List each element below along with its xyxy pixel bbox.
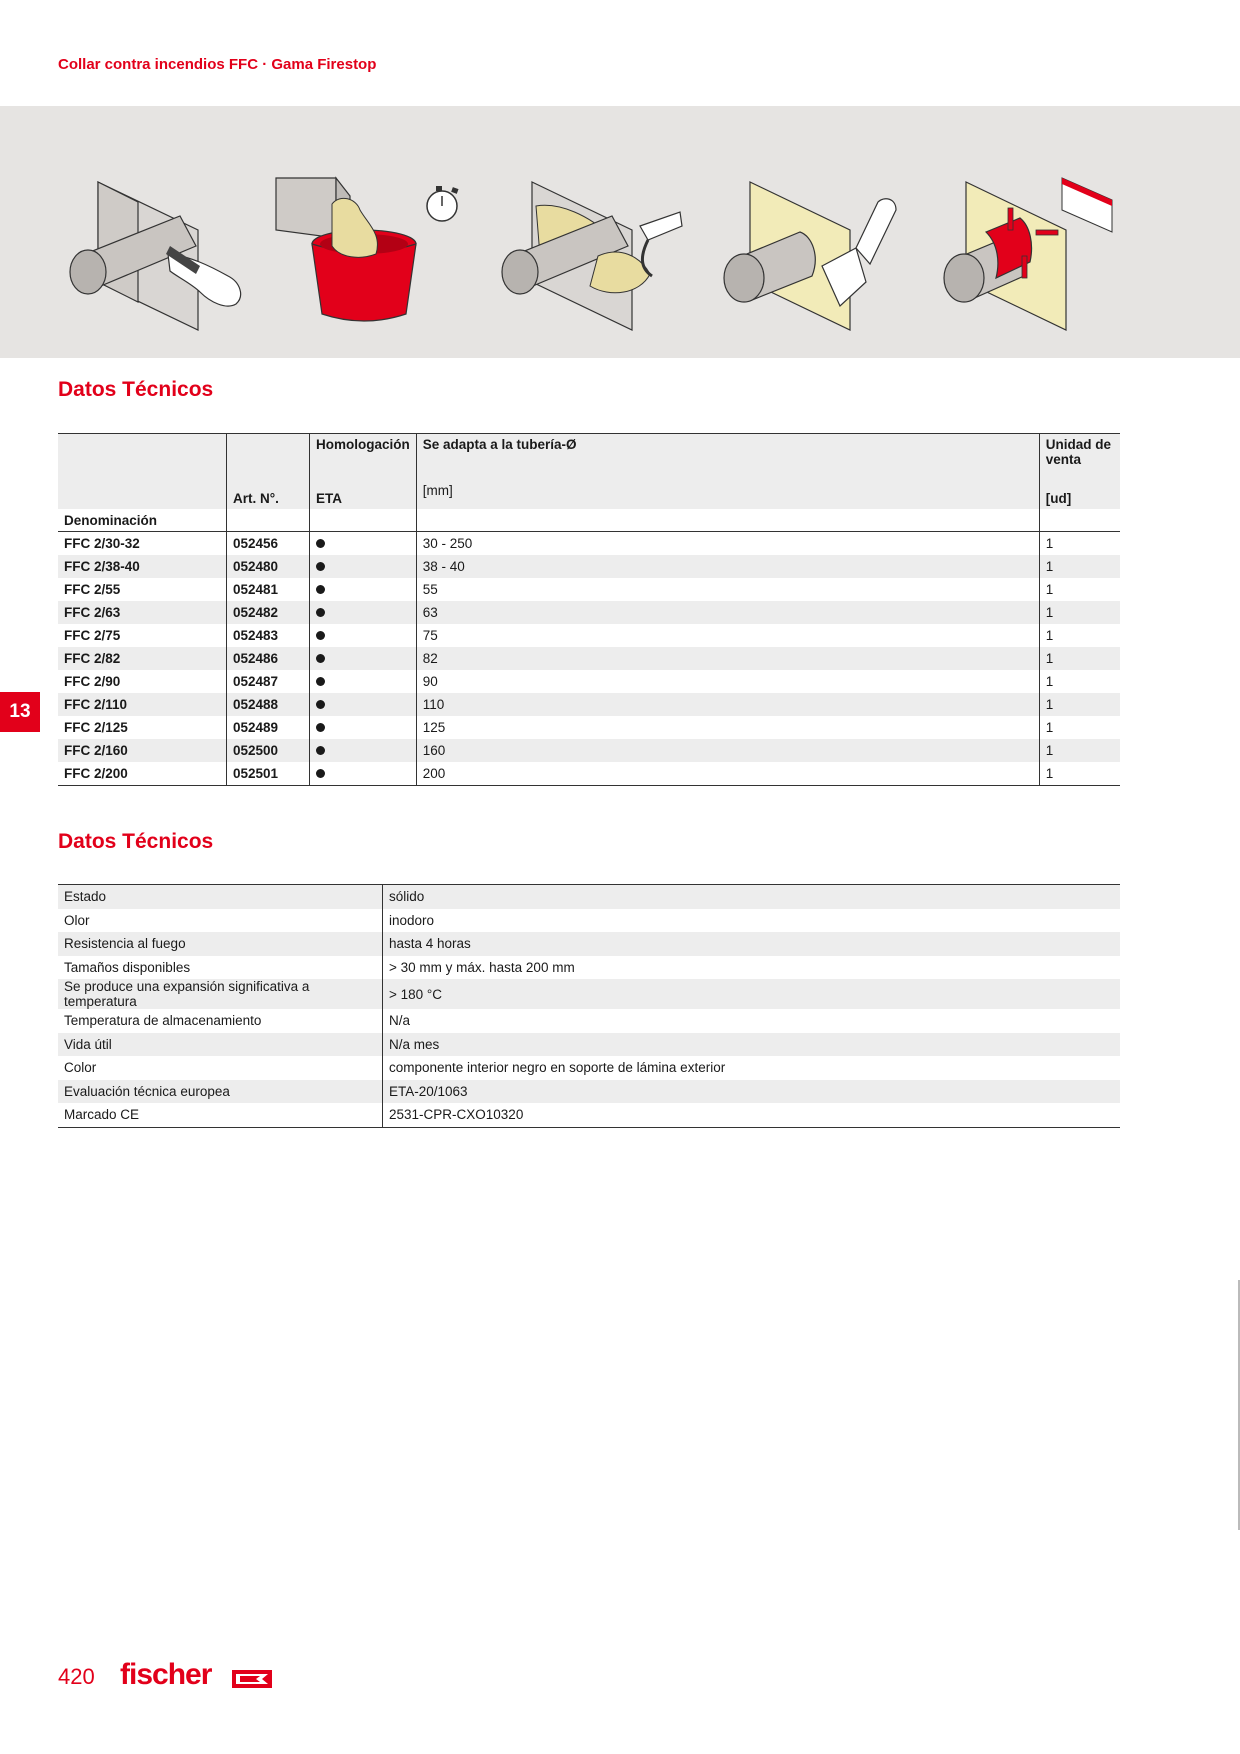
spec-row bbox=[58, 1056, 1120, 1080]
header-empty-3a bbox=[227, 509, 310, 532]
spec-row bbox=[58, 956, 1120, 980]
step-clean-pipe-illustration bbox=[70, 182, 241, 330]
pipe-diameter: 82 bbox=[416, 647, 1039, 670]
product-name: FFC 2/55 bbox=[64, 582, 121, 597]
pipe-diameter: 200 bbox=[416, 762, 1039, 786]
table-row bbox=[58, 762, 1120, 786]
header-empty-2 bbox=[58, 483, 227, 509]
spec-row bbox=[58, 1103, 1120, 1127]
spec-value: inodoro bbox=[383, 909, 1121, 933]
sales-unit: 1 bbox=[1039, 716, 1120, 739]
product-name: FFC 2/160 bbox=[58, 739, 227, 762]
spec-key: Estado bbox=[58, 885, 383, 909]
article-number: 052501 bbox=[227, 762, 310, 786]
spec-key: Evaluación técnica europea bbox=[58, 1080, 383, 1104]
spec-table bbox=[58, 884, 1120, 1128]
article-number: 052500 bbox=[227, 739, 310, 762]
article-number: 052489 bbox=[227, 716, 310, 739]
eta-mark bbox=[310, 578, 417, 601]
eta-dot-icon bbox=[316, 723, 325, 732]
header-ud: [ud] bbox=[1039, 483, 1120, 509]
spec-row bbox=[58, 1033, 1120, 1057]
spec-row bbox=[58, 1009, 1120, 1033]
eta-mark bbox=[310, 624, 417, 647]
section-title-datos-tecnicos-2: Datos Técnicos bbox=[58, 830, 214, 853]
article-number: 052487 bbox=[227, 670, 310, 693]
table-row bbox=[58, 532, 1120, 556]
pipe-diameter: 63 bbox=[416, 601, 1039, 624]
article-number: 052488 bbox=[227, 693, 310, 716]
header-eta: ETA bbox=[310, 483, 417, 509]
product-name: FFC 2/30-32 bbox=[64, 536, 140, 551]
sales-unit: 1 bbox=[1039, 739, 1120, 762]
spec-value: > 30 mm y máx. hasta 200 mm bbox=[383, 956, 1121, 980]
spec-value: componente interior negro en soporte de lámina exterior bbox=[383, 1056, 1121, 1080]
eta-dot-icon bbox=[316, 562, 325, 571]
product-name: FFC 2/75 bbox=[64, 628, 121, 643]
table-row bbox=[58, 624, 1120, 647]
spec-value: hasta 4 horas bbox=[383, 932, 1121, 956]
spec-value: sólido bbox=[383, 885, 1121, 909]
article-number: 052483 bbox=[227, 624, 310, 647]
sales-unit: 1 bbox=[1039, 624, 1120, 647]
pipe-diameter: 90 bbox=[416, 670, 1039, 693]
installation-steps-banner bbox=[0, 106, 1240, 358]
spec-key: Temperatura de almacenamiento bbox=[64, 1013, 262, 1029]
step-fill-collar-illustration bbox=[276, 178, 459, 321]
header-unidad: Unidad de venta bbox=[1039, 434, 1120, 484]
eta-dot-icon bbox=[316, 654, 325, 663]
fischer-logo-mark-icon bbox=[232, 1670, 272, 1688]
article-number: 052486 bbox=[227, 647, 310, 670]
eta-mark bbox=[310, 647, 417, 670]
eta-dot-icon bbox=[316, 769, 325, 778]
sales-unit: 1 bbox=[1039, 555, 1120, 578]
spec-value: > 180 °C bbox=[383, 979, 1121, 1009]
header-empty-name bbox=[58, 434, 227, 484]
eta-mark bbox=[310, 555, 417, 578]
spec-key: Se produce una expansión significativa a temperatura bbox=[58, 979, 383, 1009]
table-row bbox=[58, 739, 1120, 762]
eta-mark bbox=[310, 739, 417, 762]
eta-mark bbox=[310, 716, 417, 739]
sales-unit: 1 bbox=[1039, 578, 1120, 601]
header-diametro: Se adapta a la tubería-Ø bbox=[416, 434, 1039, 484]
eta-dot-icon bbox=[316, 677, 325, 686]
header-mm: [mm] bbox=[416, 483, 1039, 509]
product-name: FFC 2/200 bbox=[58, 762, 227, 786]
spec-key: Resistencia al fuego bbox=[58, 932, 383, 956]
eta-mark bbox=[310, 693, 417, 716]
spec-row bbox=[58, 932, 1120, 956]
sales-unit: 1 bbox=[1039, 647, 1120, 670]
header-empty-3c bbox=[416, 509, 1039, 532]
eta-mark bbox=[310, 532, 417, 556]
product-name: FFC 2/82 bbox=[58, 647, 227, 670]
spec-value: ETA-20/1063 bbox=[383, 1080, 1121, 1104]
fischer-logo: fischer bbox=[120, 1658, 212, 1691]
table-row bbox=[58, 670, 1120, 693]
sales-unit: 1 bbox=[1039, 693, 1120, 716]
pipe-diameter: 75 bbox=[416, 624, 1039, 647]
eta-dot-icon bbox=[316, 585, 325, 594]
spec-row bbox=[58, 885, 1120, 909]
pipe-diameter: 38 - 40 bbox=[416, 555, 1039, 578]
pipe-diameter: 30 - 250 bbox=[416, 532, 1039, 556]
article-number: 052481 bbox=[227, 578, 310, 601]
header-empty-3d bbox=[1039, 509, 1120, 532]
spec-value: N/a bbox=[383, 1009, 1121, 1033]
sales-unit: 1 bbox=[1039, 601, 1120, 624]
eta-dot-icon bbox=[316, 700, 325, 709]
spec-row bbox=[58, 909, 1120, 933]
spec-key: Olor bbox=[64, 912, 90, 928]
spec-key: Vida útil bbox=[58, 1033, 383, 1057]
table-row bbox=[58, 578, 1120, 601]
spec-key: Tamaños disponibles bbox=[64, 959, 191, 975]
sales-unit: 1 bbox=[1039, 670, 1120, 693]
pipe-diameter: 125 bbox=[416, 716, 1039, 739]
header-art: Art. N°. bbox=[227, 483, 310, 509]
eta-dot-icon bbox=[316, 746, 325, 755]
spec-row bbox=[58, 979, 1120, 1009]
pipe-diameter: 55 bbox=[416, 578, 1039, 601]
article-number: 052456 bbox=[227, 532, 310, 556]
product-name: FFC 2/38-40 bbox=[58, 555, 227, 578]
step-smooth-surface-illustration bbox=[724, 182, 896, 330]
eta-mark bbox=[310, 670, 417, 693]
product-name: FFC 2/63 bbox=[58, 601, 227, 624]
step-apply-sealant-illustration bbox=[502, 182, 682, 330]
spec-key: Color bbox=[64, 1060, 97, 1076]
sales-unit: 1 bbox=[1039, 762, 1120, 786]
eta-mark bbox=[310, 601, 417, 624]
product-name: FFC 2/125 bbox=[64, 720, 128, 735]
spec-value: N/a mes bbox=[383, 1033, 1121, 1057]
spec-value: 2531-CPR-CXO10320 bbox=[383, 1103, 1121, 1127]
eta-dot-icon bbox=[316, 608, 325, 617]
table-row bbox=[58, 693, 1120, 716]
table-row bbox=[58, 555, 1120, 578]
table-row bbox=[58, 716, 1120, 739]
eta-mark bbox=[310, 762, 417, 786]
chapter-tab: 13 bbox=[0, 692, 40, 732]
product-name: FFC 2/110 bbox=[58, 693, 227, 716]
pipe-diameter: 110 bbox=[416, 693, 1039, 716]
step-fix-collar-illustration bbox=[944, 178, 1112, 330]
pipe-diameter: 160 bbox=[416, 739, 1039, 762]
table-row bbox=[58, 647, 1120, 670]
sales-unit: 1 bbox=[1039, 532, 1120, 556]
header-empty-3b bbox=[310, 509, 417, 532]
spec-row bbox=[58, 1080, 1120, 1104]
header-homologacion: Homologación bbox=[310, 434, 417, 484]
section-title-datos-tecnicos-1: Datos Técnicos bbox=[58, 378, 214, 401]
spec-key: Marcado CE bbox=[58, 1103, 383, 1127]
page-number: 420 bbox=[58, 1664, 95, 1689]
header-denominacion: Denominación bbox=[58, 509, 227, 532]
article-number: 052482 bbox=[227, 601, 310, 624]
eta-dot-icon bbox=[316, 631, 325, 640]
table-row bbox=[58, 601, 1120, 624]
product-table bbox=[58, 433, 1120, 786]
header-empty-art bbox=[227, 434, 310, 484]
page-header-title: Collar contra incendios FFC · Gama Firestop bbox=[58, 56, 377, 73]
eta-dot-icon bbox=[316, 539, 325, 548]
article-number: 052480 bbox=[227, 555, 310, 578]
product-name: FFC 2/90 bbox=[64, 674, 121, 689]
